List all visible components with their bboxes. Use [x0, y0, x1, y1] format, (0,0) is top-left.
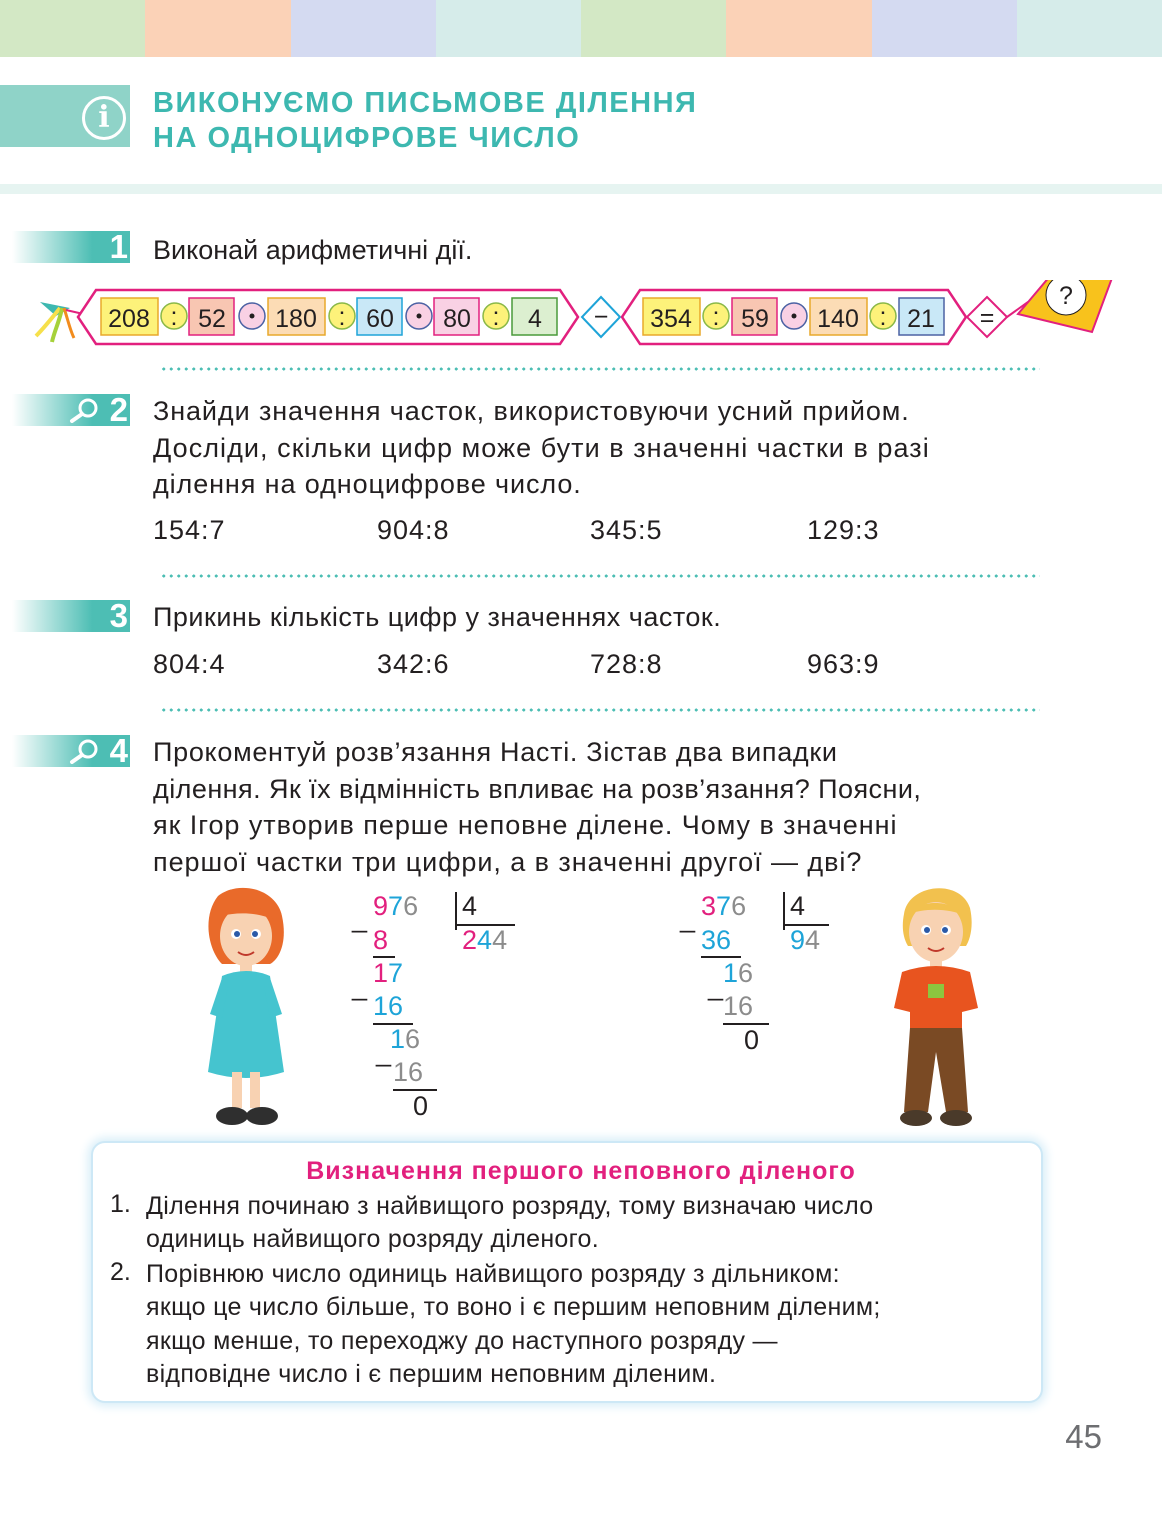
divisor: 4 — [462, 891, 478, 921]
stripe — [1017, 0, 1162, 57]
digit: 6 — [738, 958, 754, 988]
example: 342:6 — [377, 649, 450, 679]
divisor: 4 — [790, 891, 806, 921]
chain-number: 60 — [366, 305, 394, 333]
multiply-dot — [792, 314, 797, 319]
text-line: Досліди, скільки цифр може бути в значенні частки в разі — [153, 432, 930, 463]
remainder: 0 — [413, 1091, 429, 1121]
stripe — [872, 0, 1017, 57]
division-dots: : — [712, 303, 720, 331]
digit: 6 — [731, 891, 747, 921]
chain-number: 354 — [650, 305, 692, 333]
step-value: 16 — [393, 1057, 424, 1087]
step-value: 16 — [723, 991, 754, 1021]
task-3-text: Прикинь кількість цифр у значеннях часток. — [153, 602, 722, 632]
minus-sign: _ — [376, 1037, 392, 1067]
digit: 4 — [805, 925, 821, 955]
example: 904:8 — [377, 515, 450, 545]
minus-sign: _ — [352, 971, 368, 1001]
task-1-text: Виконай арифметичні дії. — [153, 235, 473, 265]
rule-item-number: 1. — [110, 1190, 131, 1218]
kite-icon — [1018, 280, 1112, 332]
rule-title: Визначення першого неповного діленого — [306, 1157, 856, 1185]
chain-number: 4 — [528, 305, 542, 333]
division-dots: : — [338, 303, 346, 331]
rule-item-1 — [146, 1190, 873, 1257]
example: 345:5 — [590, 515, 663, 545]
digit: 7 — [388, 958, 404, 988]
digit: 7 — [388, 891, 404, 921]
example: 804:4 — [153, 649, 226, 679]
girl-illustration — [198, 886, 293, 1132]
multiply-dot — [417, 314, 422, 319]
rule-item-number: 2. — [110, 1258, 131, 1286]
chain-number: 80 — [443, 305, 471, 333]
stripe — [581, 0, 726, 57]
page-title — [153, 86, 697, 156]
quotient — [462, 924, 507, 957]
minus-sign: − — [593, 303, 609, 331]
dotted-divider — [160, 708, 1040, 712]
task-3-tab — [12, 597, 130, 634]
task-2-text — [153, 393, 930, 503]
digit: 7 — [716, 891, 732, 921]
stripe — [0, 0, 145, 57]
step-value — [390, 1023, 420, 1056]
expression-chain — [0, 280, 1162, 360]
chain-number: 52 — [198, 305, 226, 333]
equals-sign: = — [979, 304, 995, 332]
magnifier-icon — [64, 738, 104, 764]
digit: 1 — [390, 1024, 406, 1054]
magnifier-icon — [64, 397, 104, 423]
example: 963:9 — [807, 649, 880, 679]
chain-number: 208 — [108, 305, 150, 333]
dividend — [701, 890, 746, 923]
info-icon: i — [82, 96, 126, 140]
page-title-line: НА ОДНОЦИФРОВЕ ЧИСЛО — [153, 122, 581, 154]
page-number: 45 — [1065, 1418, 1102, 1455]
task-4-tab — [12, 732, 130, 769]
example: 728:8 — [590, 649, 663, 679]
task-number: 3 — [109, 597, 128, 634]
dotted-divider — [160, 574, 1040, 578]
rule-item-2 — [146, 1258, 881, 1391]
multiply-dot — [250, 314, 255, 319]
stripe — [291, 0, 436, 57]
header-divider — [0, 184, 1162, 194]
digit: 4 — [477, 925, 493, 955]
text-line: Знайди значення часток, використовуючи усний прийом. — [153, 396, 910, 426]
minus-sign: _ — [708, 971, 724, 1001]
digit: 9 — [790, 925, 806, 955]
rule-line: Ділення починаю з найвищого розряду, тому визначаю число — [146, 1192, 874, 1220]
digit: 1 — [373, 958, 389, 988]
minus-sign: _ — [680, 903, 696, 933]
task-number: 2 — [109, 391, 128, 428]
minus-sign: _ — [352, 903, 368, 933]
text-line: першої частки три цифри, а в значенні другої — дві? — [153, 846, 863, 877]
rule-line: якщо це число більше, то воно і є першим неповним діленим; — [146, 1293, 881, 1322]
division-dots: : — [492, 303, 500, 331]
text-line: як Ігор утворив перше неповне ділене. Чому в значенні — [153, 810, 898, 840]
digit: 3 — [701, 891, 717, 921]
digit: 2 — [462, 925, 478, 955]
task-number: 1 — [109, 228, 128, 265]
chain-number: 59 — [741, 305, 769, 333]
digit: 6 — [405, 1024, 421, 1054]
division-dots: : — [170, 303, 178, 331]
task-4-text — [153, 734, 921, 880]
kite-question: ? — [1059, 282, 1073, 310]
task-1-tab — [12, 228, 130, 265]
rule-line: якщо менше, то переходжу до наступного розряду — — [146, 1326, 778, 1355]
top-color-stripes — [0, 0, 1162, 57]
task-number: 4 — [109, 732, 128, 769]
remainder: 0 — [744, 1025, 760, 1055]
task-2-tab — [12, 391, 130, 428]
chain-number: 180 — [275, 305, 317, 333]
digit: 1 — [723, 958, 739, 988]
rule-line: відповідне число і є першим неповним діленим. — [146, 1359, 717, 1388]
step-value: 16 — [373, 991, 404, 1021]
dotted-divider — [160, 367, 1040, 371]
text-line: Прокоментуй розв’язання Насті. Зістав два випадки — [153, 737, 838, 767]
step-value: 8 — [373, 925, 389, 955]
digit: 9 — [373, 891, 389, 921]
dividend — [373, 890, 418, 923]
division-dots: : — [879, 303, 887, 331]
example: 154:7 — [153, 515, 226, 545]
digit: 6 — [403, 891, 419, 921]
example: 129:3 — [807, 515, 880, 545]
chain-number: 21 — [907, 305, 935, 333]
text-line: ділення. Як їх відмінність впливає на розв’язання? Поясни, — [153, 773, 922, 804]
rule-line: одиниць найвищого розряду діленого. — [146, 1225, 599, 1254]
rule-line: Порівнюю число одиниць найвищого розряду з дільником: — [146, 1260, 840, 1288]
step-value — [723, 957, 753, 990]
stripe — [726, 0, 871, 57]
page-title-line: ВИКОНУЄМО ПИСЬМОВЕ ДІЛЕННЯ — [153, 87, 698, 119]
step-value: 36 — [701, 925, 732, 955]
stripe — [436, 0, 581, 57]
quotient — [790, 924, 820, 957]
digit: 4 — [492, 925, 508, 955]
boy-illustration — [890, 880, 982, 1134]
chain-number: 140 — [817, 305, 859, 333]
step-value — [373, 957, 403, 990]
stripe — [145, 0, 290, 57]
text-line: ділення на одноцифрове число. — [153, 469, 582, 499]
